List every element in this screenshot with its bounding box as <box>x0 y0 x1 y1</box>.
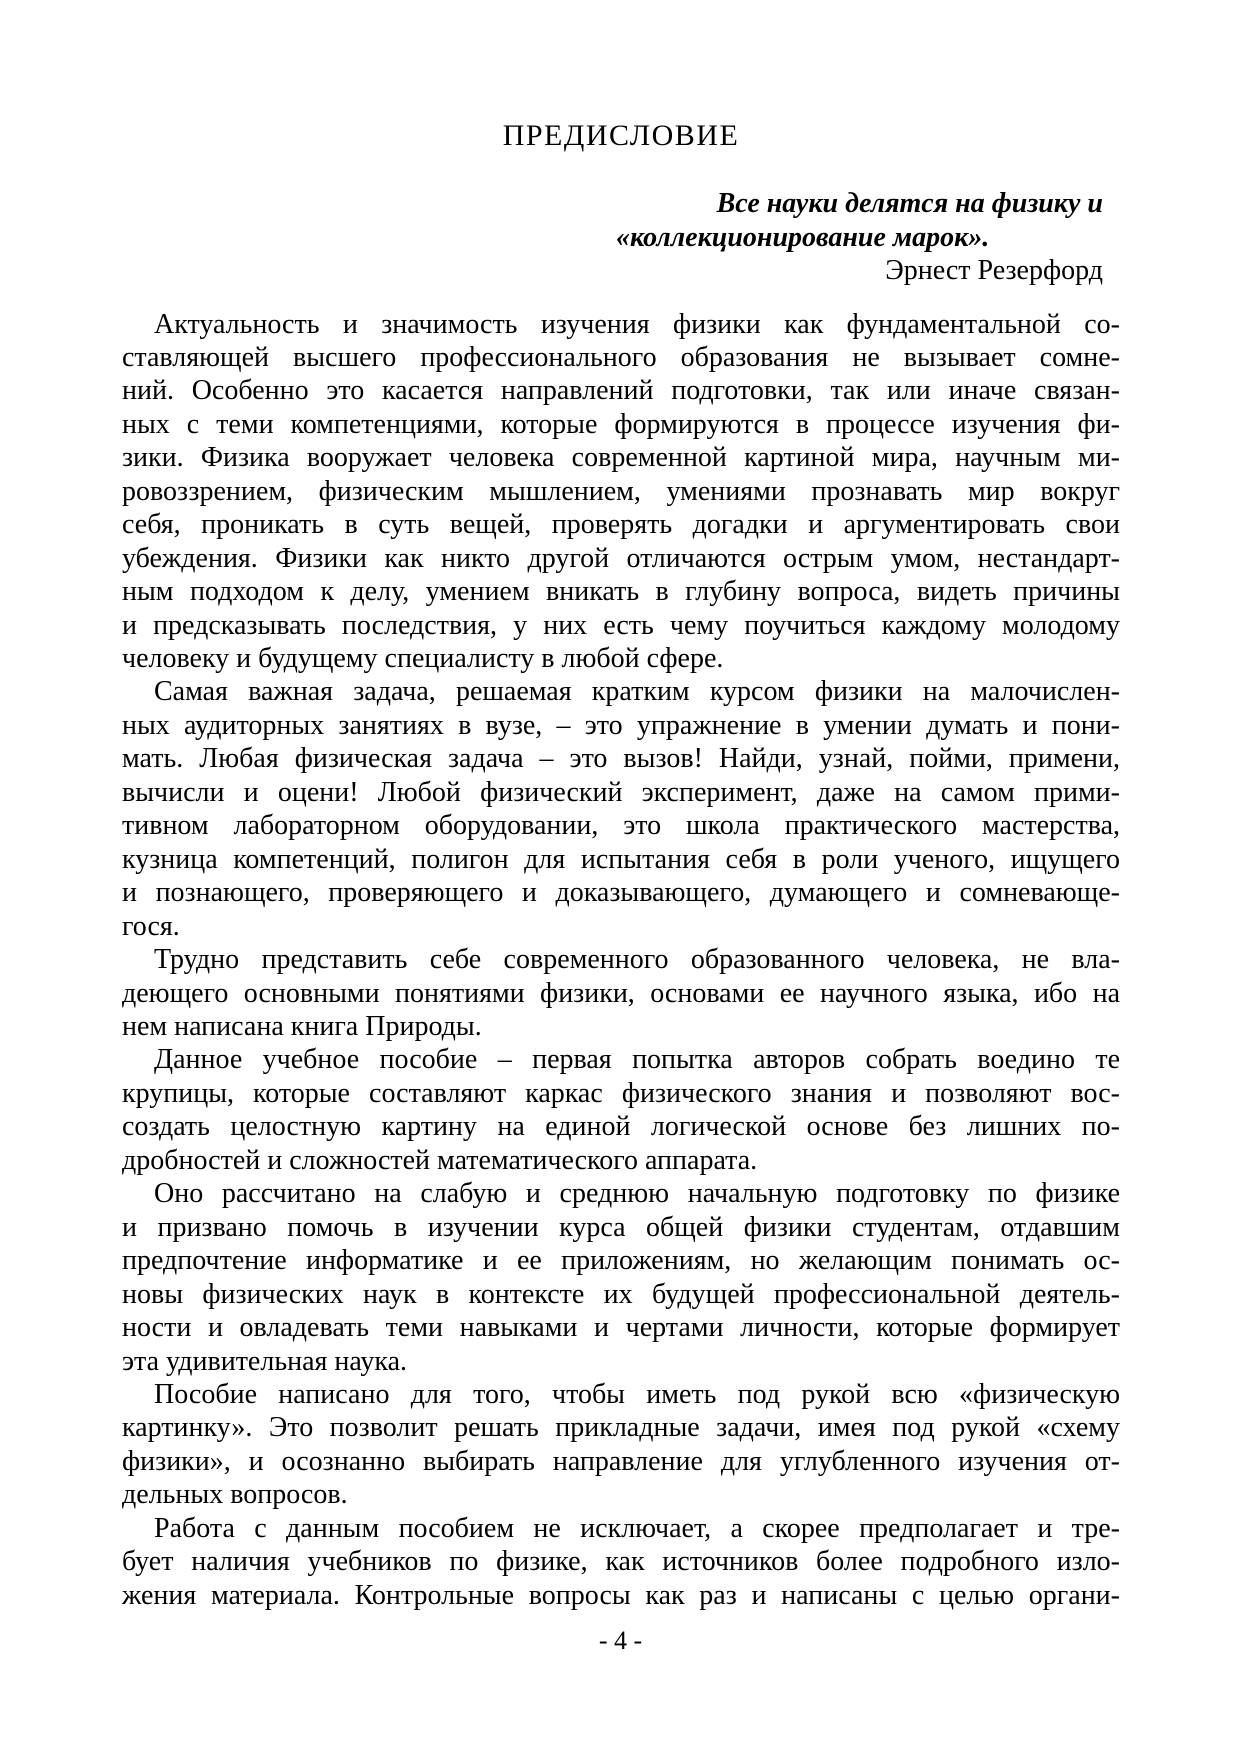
body-line: нем написана книга Природы. <box>122 1011 482 1043</box>
body-line: Работа с данным пособием не исключает, а скорее предполагает и тре- <box>154 1512 1120 1544</box>
body-line: ных с теми компетенциями, которые формируются в процессе изучения фи- <box>122 408 1120 440</box>
body-line: ных аудиторных занятиях в вузе, – это упражнение в умении думать и пони- <box>122 709 1120 741</box>
paragraph <box>122 1378 1120 1512</box>
body-line: дробностей и сложностей математического аппарата. <box>122 1144 758 1176</box>
body-line: крупицы, которые составляют каркас физического знания и позволяют вос- <box>122 1077 1120 1109</box>
body-line: Оно рассчитано на слабую и среднюю начальную подготовку по физике <box>154 1178 1120 1210</box>
paragraph <box>122 308 1120 676</box>
body-line: кузница компетенций, полигон для испытания себя в роли ученого, ищущего <box>122 843 1120 875</box>
body-line: эта удивительная наука. <box>122 1345 407 1377</box>
body-line: ний. Особенно это касается направлений подготовки, так или иначе связан- <box>122 375 1120 407</box>
body-line: ным подходом к делу, умением вникать в глубину вопроса, видеть причины <box>122 576 1120 608</box>
body-line: зики. Физика вооружает человека современной картиной мира, научным ми- <box>122 442 1120 474</box>
body-line: картинку». Это позволит решать прикладные задачи, имея под рукой «схему <box>122 1412 1120 1444</box>
body-line: гося. <box>122 910 180 942</box>
body-line: вычисли и оцени! Любой физический эксперимент, даже на самом прими- <box>122 776 1120 808</box>
body-line: ности и овладевать теми навыками и чертами личности, которые формирует <box>122 1312 1120 1344</box>
epigraph-line-2: «коллекционирование марок». <box>616 221 990 253</box>
paragraph <box>122 943 1120 1043</box>
body-line: тивном лабораторном оборудовании, это школа практического мастерства, <box>122 810 1120 842</box>
body-line: и призвано помочь в изучении курса общей физики студентам, отдавшим <box>122 1211 1120 1243</box>
epigraph <box>616 187 1103 288</box>
body-line: новы физических наук в контексте их будущей профессиональной деятель- <box>122 1278 1120 1310</box>
epigraph-line-1: Все науки делятся на физику и <box>716 188 1103 219</box>
body-line: мать. Любая физическая задача – это вызов! Найди, узнай, пойми, примени, <box>122 743 1120 775</box>
page-title: ПРЕДИСЛОВИЕ <box>502 119 740 152</box>
body-line: Трудно представить себе современного образованного человека, не вла- <box>154 944 1120 976</box>
page-number: - 4 - <box>598 1626 643 1656</box>
body-line: убеждения. Физики как никто другой отличаются острым умом, нестандарт- <box>122 542 1120 574</box>
body-line: человеку и будущему специалисту в любой сфере. <box>122 643 724 675</box>
body-line: Самая важная задача, решаемая кратким курсом физики на малочислен- <box>154 676 1120 708</box>
paragraph <box>122 675 1120 943</box>
body-line: Актуальность и значимость изучения физики как фундаментальной со- <box>154 308 1120 340</box>
body-text <box>122 308 1120 1613</box>
body-line: жения материала. Контрольные вопросы как раз и написаны с целью органи- <box>122 1579 1120 1611</box>
body-line: и познающего, проверяющего и доказывающего, думающего и сомневающе- <box>122 877 1120 909</box>
body-line: Данное учебное пособие – первая попытка авторов собрать воедино те <box>154 1044 1120 1076</box>
body-line: дельных вопросов. <box>122 1479 348 1511</box>
epigraph-author: Эрнест Резерфорд <box>885 255 1103 286</box>
body-line: деющего основными понятиями физики, основами ее научного языка, ибо на <box>122 977 1120 1009</box>
body-line: ставляющей высшего профессионального образования не вызывает сомне- <box>122 341 1120 373</box>
body-line: бует наличия учебников по физике, как источников более подробного изло- <box>122 1546 1120 1578</box>
body-line: физики», и осознанно выбирать направление для углубленного изучения от- <box>122 1445 1120 1477</box>
body-line: Пособие написано для того, чтобы иметь под рукой всю «физическую <box>154 1379 1120 1410</box>
body-line: ровоззрением, физическим мышлением, умениями прознавать мир вокруг <box>122 475 1120 507</box>
body-line: создать целостную картину на единой логической основе без лишних по- <box>122 1111 1120 1143</box>
body-line: предпочтение информатике и ее приложениям, но желающим понимать ос- <box>122 1245 1120 1277</box>
paragraph <box>122 1043 1120 1177</box>
body-line: себя, проникать в суть вещей, проверять догадки и аргументировать свои <box>122 509 1120 541</box>
paragraph <box>122 1512 1120 1612</box>
body-line: и предсказывать последствия, у них есть чему поучиться каждому молодому <box>122 609 1120 641</box>
paragraph <box>122 1177 1120 1378</box>
